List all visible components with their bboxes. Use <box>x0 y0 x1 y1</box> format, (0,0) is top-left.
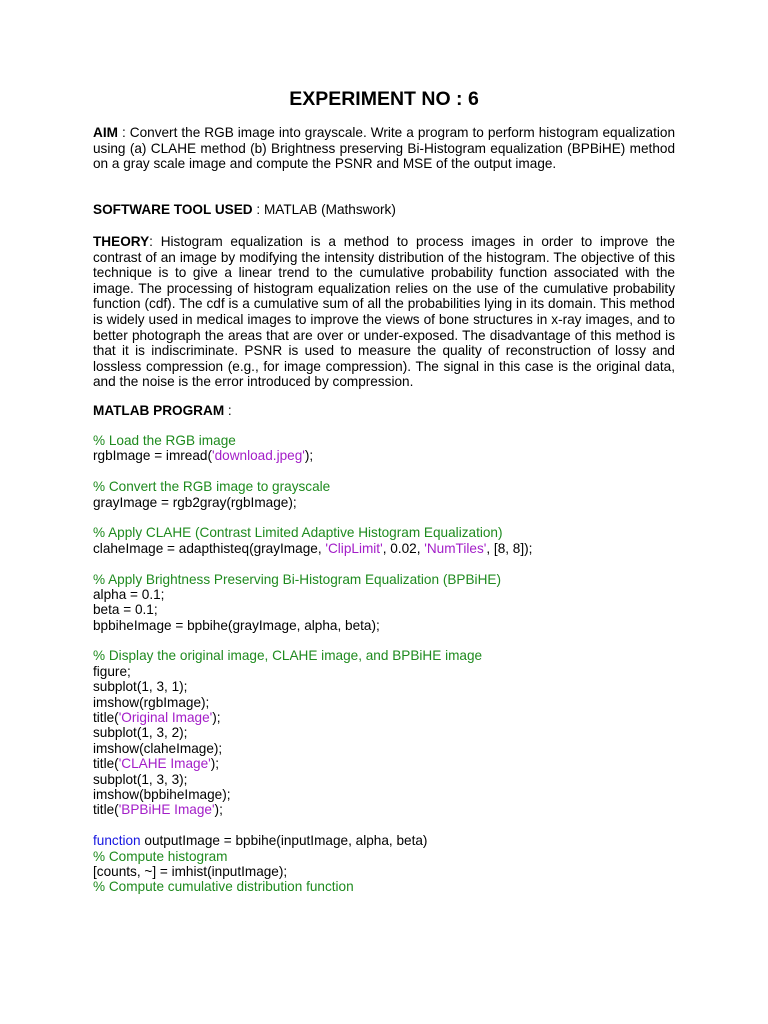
code-line <box>93 479 683 494</box>
code-text: ); <box>210 756 220 772</box>
code-text: , [8, 8]); <box>486 540 533 556</box>
code-line <box>93 710 683 725</box>
code-text: subplot(1, 3, 2); <box>93 725 188 741</box>
code-comment: % Apply CLAHE (Contrast Limited Adaptive Histogram Equalization) <box>93 525 503 541</box>
code-line <box>93 602 683 617</box>
code-comment: % Convert the RGB image to grayscale <box>93 479 331 495</box>
code-line <box>93 879 683 894</box>
code-text: alpha = 0.1; <box>93 586 165 602</box>
code-line <box>93 741 683 756</box>
code-string: 'ClipLimit' <box>325 540 383 556</box>
code-line <box>93 818 683 833</box>
aim-label: AIM <box>93 125 118 140</box>
code-line <box>93 448 683 463</box>
code-line <box>93 664 683 679</box>
code-listing <box>93 433 683 895</box>
code-line <box>93 433 683 448</box>
code-line <box>93 525 683 540</box>
code-text: imshow(bpbiheImage); <box>93 786 231 802</box>
code-text: bpbiheImage = bpbihe(grayImage, alpha, beta); <box>93 617 380 633</box>
code-text: subplot(1, 3, 1); <box>93 679 188 695</box>
aim-text: : Convert the RGB image into grayscale. Write a program to perform histogram equalization using (a) CLAHE method (b) Brightness preserving Bi-Histogram equalization (BPBiHE) method on a gray scale image and compute the PSNR and MSE of the output image. <box>93 125 675 172</box>
code-string: 'BPBiHE Image' <box>118 802 215 818</box>
code-line <box>93 587 683 602</box>
code-text: , 0.02, <box>382 540 425 556</box>
code-text: ); <box>304 448 314 464</box>
code-line <box>93 679 683 694</box>
code-text: [counts, ~] = imhist(inputImage); <box>93 863 288 879</box>
code-string: 'Original Image' <box>118 710 213 726</box>
code-comment: % Compute cumulative distribution function <box>93 879 354 895</box>
code-line <box>93 495 683 510</box>
code-line <box>93 648 683 663</box>
code-line <box>93 802 683 817</box>
theory-text: : Histogram equalization is a method to process images in order to improve the contrast of an image by modifying the intensity distribution of the histogram. The objective of this technique is to give a linear trend to the cumulative probability function associated with the image. The processing of histogram equalization relies on the use of the cumulative probability function (cdf). The cdf is a cumulative sum of all the probabilities lying in its domain. This method is widely used in medical images to improve the views of bone structures in x-ray images, and to better photograph the areas that are over or under-exposed. The disadvantage of this method is that it is indiscriminate. PSNR is used to measure the quality of reconstruction of lossy and lossless compression (e.g., for image compression). The signal in this case is the original data, and the noise is the error introduced by compression. <box>93 234 675 390</box>
matlab-program-colon: : <box>224 403 232 418</box>
code-text: rgbImage = imread( <box>93 448 212 464</box>
code-line <box>93 695 683 710</box>
code-keyword: function <box>93 833 141 849</box>
code-string: 'CLAHE Image' <box>118 756 211 772</box>
theory-label: THEORY <box>93 234 150 249</box>
matlab-program-heading <box>93 403 675 419</box>
code-line <box>93 787 683 802</box>
code-text: subplot(1, 3, 3); <box>93 771 188 787</box>
code-line <box>93 772 683 787</box>
matlab-program-label: MATLAB PROGRAM <box>93 403 225 418</box>
code-line <box>93 833 683 848</box>
code-comment: % Load the RGB image <box>93 433 236 448</box>
code-line <box>93 618 683 633</box>
software-tool-label: SOFTWARE TOOL USED <box>93 202 253 217</box>
code-text: grayImage = rgb2gray(rgbImage); <box>93 494 297 510</box>
code-line <box>93 633 683 648</box>
code-line <box>93 849 683 864</box>
code-text: claheImage = adapthisteq(grayImage, <box>93 540 326 556</box>
code-string: 'NumTiles' <box>424 540 487 556</box>
code-text: outputImage = bpbihe(inputImage, alpha, beta) <box>140 833 428 849</box>
software-tool-text: : MATLAB (Mathswork) <box>252 202 396 217</box>
code-comment: % Compute histogram <box>93 848 228 864</box>
code-text: ); <box>214 802 223 818</box>
page-title: EXPERIMENT NO : 6 <box>289 88 479 110</box>
code-line <box>93 556 683 571</box>
code-text: title( <box>93 756 119 772</box>
code-string: 'download.jpeg' <box>212 448 305 464</box>
code-comment: % Display the original image, CLAHE image, and BPBiHE image <box>93 648 483 664</box>
aim-paragraph <box>93 125 675 172</box>
code-comment: % Apply Brightness Preserving Bi-Histogram Equalization (BPBiHE) <box>93 571 501 587</box>
code-line <box>93 756 683 771</box>
code-text: ); <box>212 710 221 726</box>
code-line <box>93 864 683 879</box>
code-text: title( <box>93 802 119 818</box>
code-text: figure; <box>93 663 131 679</box>
code-line <box>93 572 683 587</box>
code-line <box>93 510 683 525</box>
code-line <box>93 464 683 479</box>
code-text: imshow(rgbImage); <box>93 694 210 710</box>
code-text: title( <box>93 710 119 726</box>
code-text: imshow(claheImage); <box>93 740 223 756</box>
theory-paragraph <box>93 234 675 390</box>
software-tool-paragraph <box>93 202 675 218</box>
code-line <box>93 725 683 740</box>
code-text: beta = 0.1; <box>93 602 158 618</box>
code-line <box>93 541 683 556</box>
